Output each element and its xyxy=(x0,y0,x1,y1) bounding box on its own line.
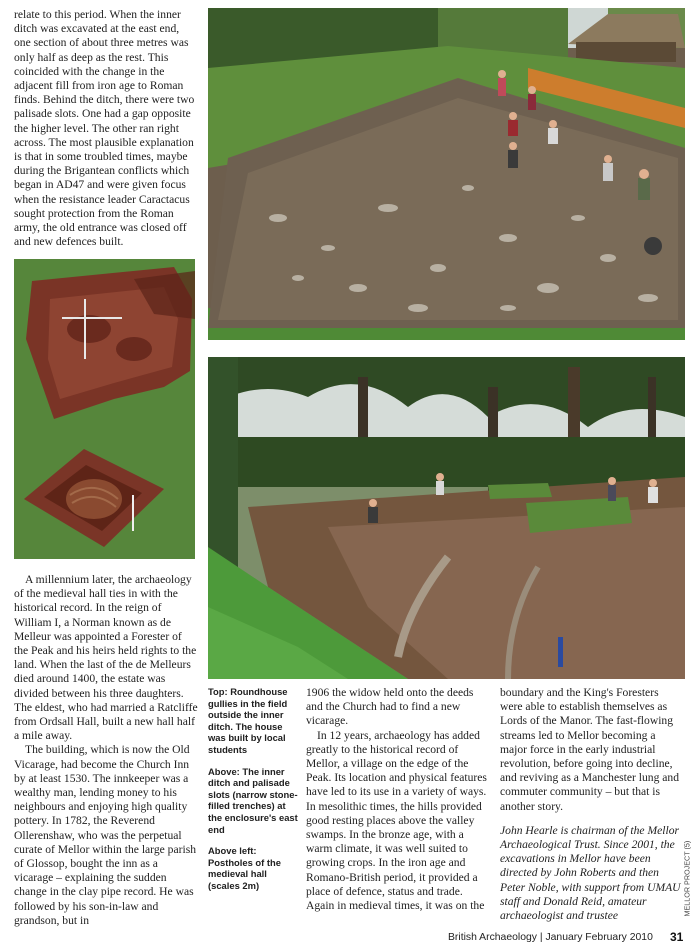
issue-date: January February 2010 xyxy=(545,932,653,943)
col3-text xyxy=(306,686,488,913)
photo-medieval-postholes xyxy=(14,259,195,559)
paragraph: boundary and the King's Foresters were able to establish themselves as Lords of the Manor. The fast-flowing streams led to Mellor becoming a major force in the early industrial revolution, before going into decline, and reviving as a Manchester lung and commuter community – but that is another story. xyxy=(500,686,680,813)
footer xyxy=(448,932,653,943)
captions xyxy=(208,686,298,902)
paragraph: 1906 the widow held onto the deeds and the Church had to find a new vicarage. xyxy=(306,686,474,728)
photo-credit xyxy=(681,840,693,918)
col1-bottom-text xyxy=(14,573,198,928)
footer-separator: | xyxy=(539,932,543,943)
paragraph: In 12 years, archaeology has added greatly to the historical record of Mellor, a village on the edge of the Peak. Its location and physical features have led to its use in a variety of ways. In mesolithic times, the hills provided good resting places above the valley swamps. In the bronze age, with a warm climate, it was well suited to growing crops. In the iron age and Romano-British period, it provided a place of defence, status and trade. Again in medieval times, it was on the xyxy=(306,728,487,913)
paragraph: A millennium later, the archaeology of the medieval hall ties in with the historical record. In the reign of William I, a Norman known as de Melleur was appointed a Forester of the Peak and his heirs held rights to the land. When the last of the de Melleurs died around 1400, the estate was divided between his three daughters. The eldest, who had married a Ratcliffe from Ordsall Hall, built a new hall half a mile away. xyxy=(14,573,198,743)
magazine-name: British Archaeology xyxy=(448,932,537,943)
col4-text xyxy=(500,686,682,923)
caption-above-left: Above left: Postholes of the medieval hall (scales 2m) xyxy=(208,845,281,891)
paragraph: relate to this period. When the inner ditch was excavated at the east end, one section of about three metres was only half as deep as the rest. This coincided with the change in the adjacent fill from iron age to Roman finds. Behind the ditch, there were two palisade slots. One had a gap opposite the higher level. The other ran right across. The most plausible explanation is that in some troubled times, maybe during the Brigantean conflicts which began in AD47 and were given focus when the resistance leader Caractacus sought protection from the Roman army, the old entrance was closed off and new defences built. xyxy=(14,8,195,249)
caption-above: Above: The inner ditch and palisade slots (narrow stone-filled trenches) at the enclosure's east end xyxy=(208,765,298,835)
photo-inner-ditch xyxy=(208,357,685,679)
paragraph: The building, which is now the Old Vicarage, had become the Church Inn by at least 1530. The innkeeper was a wealthy man, lending money to his neighbours and enjoying high quality pottery. In 1782, the Reverend Ollerenshaw, who was the perpetual curate of Mellor within the large parish of Glossop, bought the inn as a vicarage – explaining the sudden change in the clay pipe record. He was followed by his son-in-law and grandson, but in xyxy=(14,743,197,927)
caption-top: Top: Roundhouse gullies in the field outside the inner ditch. The house was built by local students xyxy=(208,686,288,755)
page-number: 31 xyxy=(670,930,684,944)
photo-roundhouse-gullies xyxy=(208,8,685,340)
author-bio: John Hearle is chairman of the Mellor Archaeological Trust. Since 2001, the excavations in Mellor have been directed by John Roberts and then Peter Noble, with support from UMAU staff and Donald Reid, amateur archaeologist and trustee xyxy=(500,823,681,923)
photo-credit-text: MELLOR PROJECT (5) xyxy=(682,840,692,917)
col1-top-text xyxy=(14,8,196,249)
